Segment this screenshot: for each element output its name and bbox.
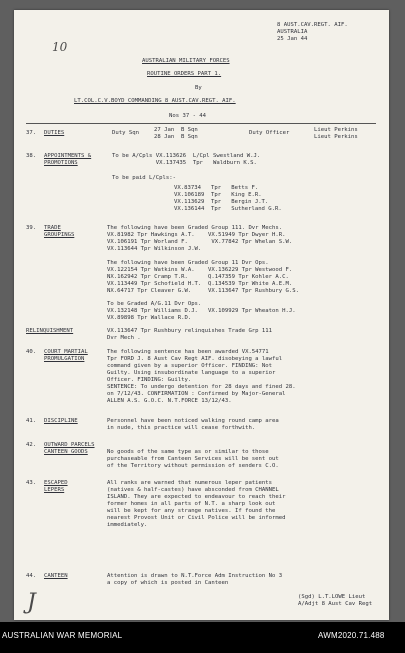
text-line: Guilty. Using insubordinate language to a superior [107, 370, 276, 376]
document-title: AUSTRALIAN MILITARY FORCES [142, 58, 230, 64]
text-line: will be kept for any strange natives. If found the [107, 508, 276, 514]
text-line: on 7/12/43. CONFIRMATION : Confirmed by Major-General [107, 391, 286, 397]
item-number: 41. [26, 418, 37, 424]
text-line: The following have been Graded Group 111. Dvr Mechs. [107, 225, 283, 231]
text-line: VX.136144 Tpr Sutherland G.R. [174, 206, 282, 212]
text-line: ALLEN A.S. G.O.C. N.T.FORCE 13/12/43. [107, 398, 232, 404]
item-number: 44. [26, 573, 37, 579]
text-line: Officer. FINDING: Guilty. [107, 377, 192, 383]
text-line: All ranks are warned that numerous leper patients [107, 480, 273, 486]
section-heading: APPOINTMENTS & [44, 153, 92, 159]
order-numbers: Nos 37 - 44 [169, 113, 207, 119]
country: AUSTRALIA [277, 29, 308, 35]
text-line: To be Graded A/G.11 Dvr Ops. [107, 301, 202, 307]
duty-row: 28 Jan B Sqn [154, 134, 198, 140]
text-line: Dvr Mech . [107, 335, 141, 341]
signature-role: A/Adjt 8 Aust Cav Regt [298, 601, 373, 607]
text-line: VX.81982 Tpr Hawkings A.T. VX.51949 Tpr Dwyer H.R. [107, 232, 286, 238]
text-line: in nude, this practice will cease forthwith. [107, 425, 256, 431]
duty-officer: Lieut Perkins [314, 134, 358, 140]
archive-name: AUSTRALIAN WAR MEMORIAL [2, 631, 123, 640]
text-line: (natives & half-castes) have absconded from CHANNEL [107, 487, 279, 493]
section-heading: RELINQUISHMENT [26, 328, 74, 334]
text-line: VX.113629 Tpr Bergin J.T. [174, 199, 269, 205]
footer-bar [0, 622, 405, 653]
text-line: VX.132148 Tpr Williams D.J. VX.109929 Tpr Wheaton H.J. [107, 308, 296, 314]
text-line: former homes in all parts of N.T. a sharp look out [107, 501, 276, 507]
text-line: Personnel have been noticed walking round camp area [107, 418, 279, 424]
item-number: 39. [26, 225, 37, 231]
section-heading: OUTWARD PARCELS [44, 442, 95, 448]
signature-line: (Sgd) L.T.LOWE Lieut [298, 594, 366, 600]
text-line: purchaseable from Canteen Services will be sent out [107, 456, 279, 462]
handwritten-signature: J [27, 590, 36, 615]
item-number: 40. [26, 349, 37, 355]
section-heading: CANTEEN [44, 573, 68, 579]
document-page [14, 10, 389, 620]
document-date: 25 Jan 44 [277, 36, 308, 42]
text-line: NX.64717 Tpr Cleaver G.W. VX.113647 Tpr Rushbury G.S. [107, 288, 299, 294]
section-heading: DUTIES [44, 130, 65, 136]
text-line: VX.113644 Tpr Wilkinson J.W. [107, 246, 202, 252]
duty-sqn-header: Duty Sqn [112, 130, 139, 136]
section-heading: CANTEEN GOODS [44, 449, 88, 455]
text-line: VX.106189 Tpr King E.R. [174, 192, 262, 198]
handwritten-page-mark: 10 [52, 40, 68, 54]
commanding-officer: LT.COL.C.V.BOYD COMMANDING 8 AUST.CAV.REGT. AIF. [74, 98, 236, 104]
section-heading: COURT MARTIAL [44, 349, 88, 355]
text-line: of the Territory without permission of senders C.O. [107, 463, 279, 469]
item-number: 43. [26, 480, 37, 486]
text-line: VX.113449 Tpr Schofield H.T. Q.134539 Tpr White A.E.M. [107, 281, 293, 287]
item-number: 38. [26, 153, 37, 159]
text-line: VX.106191 Tpr Worland F. VX.77842 Tpr Whelan S.W. [107, 239, 293, 245]
text-line: Tpr FORD J. 8 Aust Cav Regt AIF. disobeying a lawful [107, 356, 283, 362]
text-line: VX.122154 Tpr Watkins W.A. VX.136229 Tpr Westwood F. [107, 267, 293, 273]
text-line: VX.89898 Tpr Wallace R.D. [107, 315, 192, 321]
item-number: 42. [26, 442, 37, 448]
text-line: NX.162942 Tpr Cramp T.R. Q.147359 Tpr Kohler A.C. [107, 274, 289, 280]
text-line: VX.113647 Tpr Rushbury relinquishes Trade Grp 111 [107, 328, 273, 334]
text-line: To be A/Cpls VX.113626 L/Cpl Swestland W.J. [112, 153, 261, 159]
header-divider [26, 123, 376, 124]
section-heading: PROMULGATION [44, 356, 85, 362]
section-heading: PROMOTIONS [44, 160, 78, 166]
section-heading: TRADE [44, 225, 61, 231]
archive-id: AWM2020.71.488 [318, 631, 385, 640]
text-line: The following have been Graded Group 11 Dvr Ops. [107, 260, 269, 266]
text-line: VX.137435 Tpr Waldburn K.S. [112, 160, 257, 166]
unit-name: 8 AUST.CAV.REGT. AIF. [277, 22, 348, 28]
text-line: VX.83734 Tpr Betts F. [174, 185, 259, 191]
duty-row: 27 Jan B Sqn [154, 127, 198, 133]
text-line: No goods of the same type as or similar to those [107, 449, 269, 455]
by-line: By [195, 85, 202, 91]
text-line: immediately. [107, 522, 148, 528]
section-heading: LEPERS [44, 487, 65, 493]
document-subtitle: ROUTINE ORDERS PART 1. [147, 71, 222, 77]
section-heading: ESCAPED [44, 480, 68, 486]
text-line: ISLAND. They are expected to endeavour to reach their [107, 494, 286, 500]
text-line: nearest Provost Unit or Civil Police will be informed [107, 515, 286, 521]
section-heading: GROUPINGS [44, 232, 75, 238]
text-line: Attention is drawn to N.T.Force Adm Instruction No 3 [107, 573, 283, 579]
section-heading: DISCIPLINE [44, 418, 78, 424]
text-line: SENTENCE: To undergo detention for 28 days and fined 28. [107, 384, 296, 390]
text-line: To be paid L/Cpls:- [112, 175, 176, 181]
duty-officer-header: Duty Officer [249, 130, 290, 136]
text-line: a copy of which is posted in Canteen [107, 580, 229, 586]
duty-officer: Lieut Perkins [314, 127, 358, 133]
text-line: command given by a superior Officer. FINDING: Not [107, 363, 273, 369]
item-number: 37. [26, 130, 37, 136]
text-line: The following sentence has been awarded VX.54771 [107, 349, 269, 355]
